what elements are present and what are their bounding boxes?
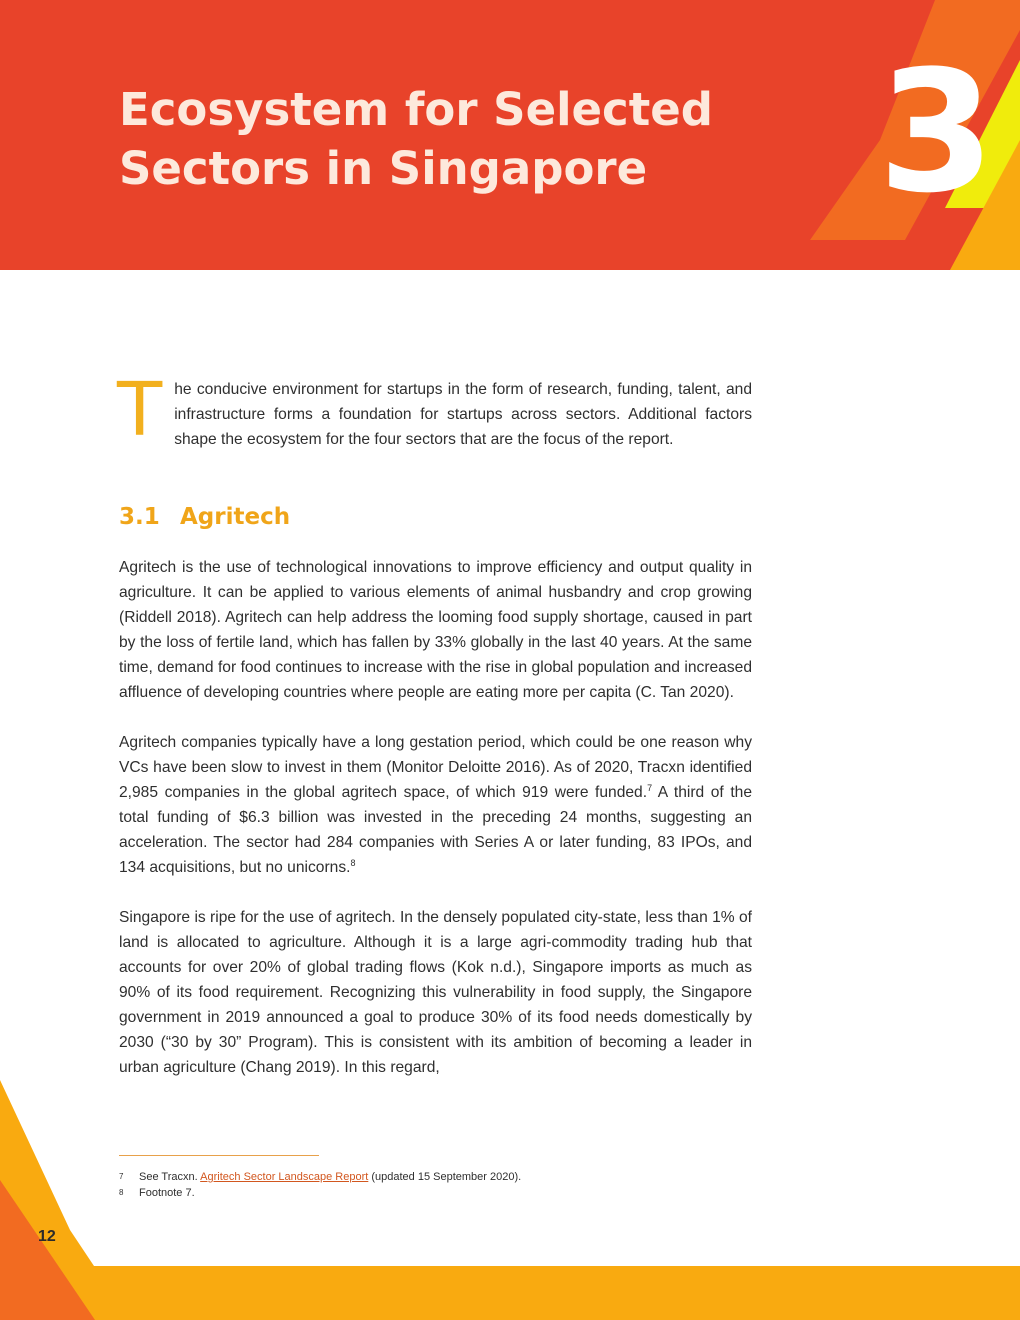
page-number: 12	[38, 1228, 56, 1245]
chapter-title: Ecosystem for Selected Sectors in Singapore	[119, 83, 713, 195]
intro-text: he conducive environment for startups in the form of research, funding, talent, and infrastructure forms a foundation for startups across sectors. Additional factors shape the ecosystem for the four sectors that are the focus of the report.	[174, 381, 752, 448]
footnote-mark: 8	[119, 1188, 124, 1197]
footnote-ref-7[interactable]: 7	[647, 782, 653, 793]
body-paragraph-1: Agritech is the use of technological innovations to improve efficiency and output quality in agriculture. It can be applied to various elements of animal husbandry and crop growing (Riddell 2018). Agritech can help address the looming food supply shortage, caused in part by the loss of fertile land, which has fallen by 33% globally in the last 40 years. At the same time, demand for food continues to increase with the rise in global population and increased affluence of developing countries where people are eating more per capita (C. Tan 2020).	[119, 559, 752, 701]
paragraph-2-part-a: Agritech companies typically have a long gestation period, which could be one reason why VCs have been slow to invest in them (Monitor Deloitte 2016). As of 2020, Tracxn identified 2,985 companies in the global agritech space, of which 919 were funded.	[119, 734, 752, 801]
section-title: Agritech	[180, 504, 291, 530]
footnote-text: See Tracxn.	[139, 1171, 201, 1183]
section-number: 3.1	[119, 504, 160, 530]
footnote-ref-8[interactable]: 8	[350, 857, 356, 868]
footnote-text-end: (updated 15 September 2020).	[368, 1171, 522, 1183]
section-heading	[119, 497, 752, 537]
chapter-header	[0, 0, 1020, 270]
agritech-report-link[interactable]: Agritech Sector Landscape Report	[200, 1171, 369, 1183]
footnote-text: Footnote 7.	[139, 1187, 195, 1199]
intro-paragraph	[117, 367, 752, 453]
drop-cap: T	[117, 367, 163, 453]
footer-stripes-decoration	[0, 1080, 1020, 1320]
chapter-number: 3	[878, 34, 991, 230]
footnote-mark: 7	[119, 1172, 124, 1181]
paragraph-2-part-b: A third of the total funding of $6.3 billion was invested in the preceding 24 months, suggesting an acceleration. The sector had 284 companies with Series A or later funding, 83 IPOs, and 134 acquisitions, but no unicorns.	[119, 784, 752, 876]
body-paragraph-3: Singapore is ripe for the use of agritech. In the densely populated city-state, less than 1% of land is allocated to agriculture. Although it is a large agri-commodity trading hub that accounts for over 20% of global trading flows (Kok n.d.), Singapore imports as much as 90% of its food requirement. Recognizing this vulnerability in food supply, the Singapore government in 2019 announced a goal to produce 30% of its food needs domestically by 2030 (“30 by 30” Program). This is consistent with its ambition of becoming a leader in urban agriculture (Chang 2019). In this regard,	[119, 909, 752, 1076]
main-content	[117, 367, 752, 1080]
body-paragraph-2	[119, 730, 752, 880]
